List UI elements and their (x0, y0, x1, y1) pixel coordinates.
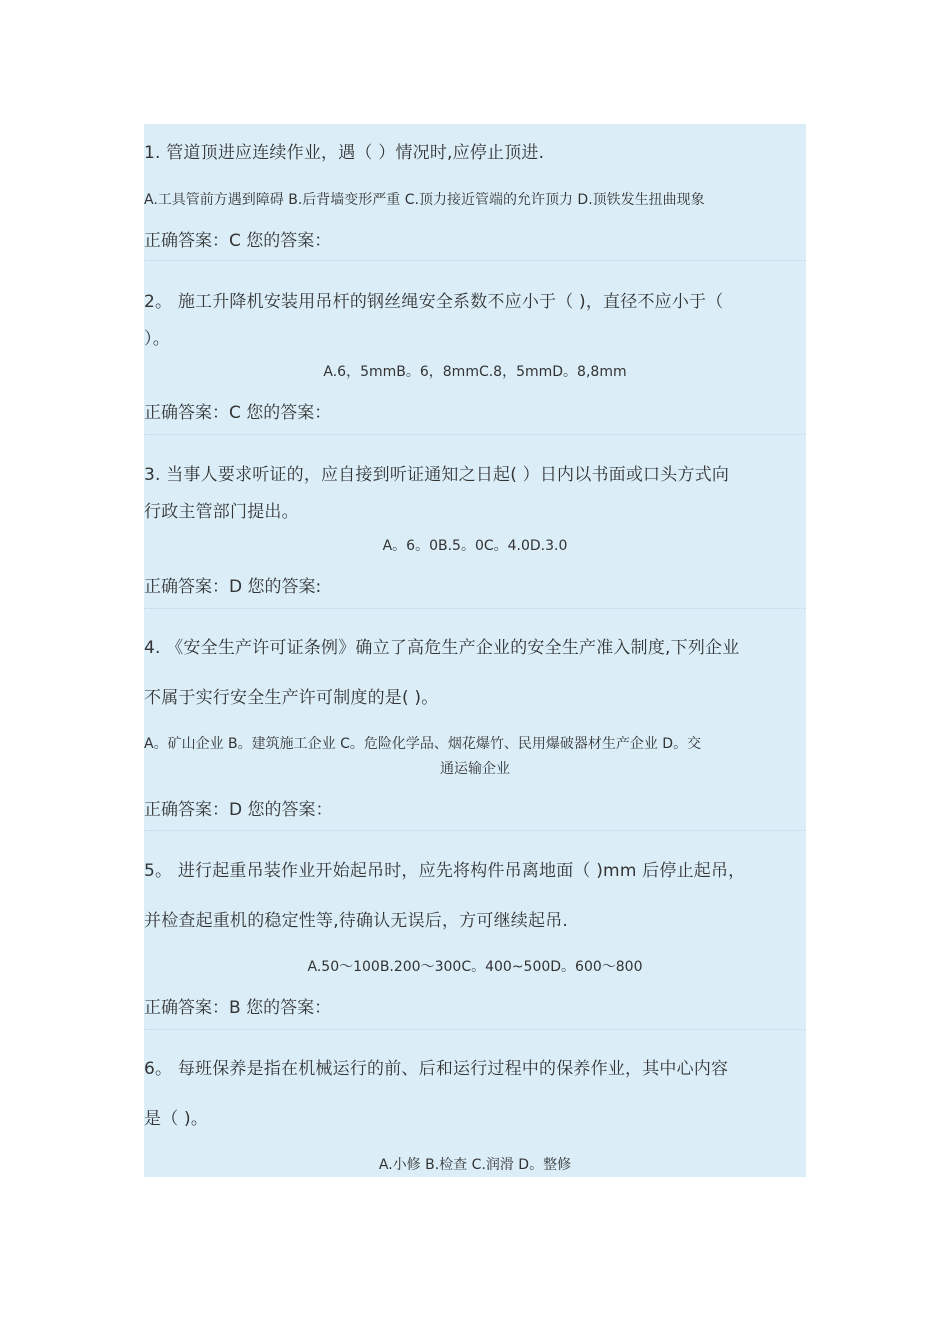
question-2-line-2: ）。 (144, 329, 170, 349)
question-6-line-1: 6。 每班保养是指在机械运行的前、后和运行过程中的保养作业，其中心内容 (144, 1059, 729, 1079)
question-3-answer: 正确答案：D 您的答案: (144, 577, 322, 597)
question-4-line-2: 不属于实行安全生产许可制度的是( )。 (144, 688, 439, 708)
question-5-options: A.50～100B.200～300C。400~500D。600～800 (307, 959, 643, 975)
divider (144, 608, 806, 609)
question-5-line-2: 并检查起重机的稳定性等,待确认无误后，方可继续起吊. (144, 911, 569, 931)
question-4-options-line-1: A。矿山企业 B。建筑施工企业 C。危险化学品、烟花爆竹、民用爆破器材生产企业 D。交 (144, 736, 702, 752)
question-1-answer: 正确答案：C 您的答案： (144, 231, 332, 251)
question-5-answer: 正确答案：B 您的答案： (144, 998, 332, 1018)
question-6-line-2: 是（ )。 (144, 1109, 209, 1129)
question-2-answer: 正确答案：C 您的答案： (144, 403, 332, 423)
question-6-options: A.小修 B.检查 C.润滑 D。整修 (378, 1157, 572, 1173)
divider (144, 434, 806, 435)
question-3-line-1: 3. 当事人要求听证的，应自接到听证通知之日起( ）日内以书面或口头方式向 (144, 465, 730, 485)
question-3-line-2: 行政主管部门提出。 (144, 502, 299, 522)
question-1-line-1: 1. 管道顶进应连续作业，遇（ ）情况时,应停止顶进. (144, 143, 545, 163)
question-1-options: A.工具管前方遇到障碍 B.后背墙变形严重 C.顶力接近管端的允许顶力 D.顶铁发生扭曲现象 (144, 192, 705, 208)
question-3-options: A。6。0B.5。0C。4.0D.3.0 (382, 538, 568, 554)
question-2-options: A.6，5mmB。6，8mmC.8，5mmD。8,8mm (323, 364, 627, 380)
question-4-answer: 正确答案：D 您的答案： (144, 800, 333, 820)
question-4-options-line-2: 通运输企业 (440, 761, 510, 777)
divider (144, 260, 806, 261)
question-2-line-1: 2。 施工升降机安装用吊杆的钢丝绳安全系数不应小于（ )，直径不应小于（ (144, 292, 724, 312)
question-4-line-1: 4. 《安全生产许可证条例》确立了高危生产企业的安全生产准入制度,下列企业 (144, 638, 740, 658)
divider (144, 1029, 806, 1030)
divider (144, 830, 806, 831)
question-5-line-1: 5。 进行起重吊装作业开始起吊时，应先将构件吊离地面（ )mm 后停止起吊， (144, 861, 746, 881)
question-sheet (144, 124, 806, 1177)
